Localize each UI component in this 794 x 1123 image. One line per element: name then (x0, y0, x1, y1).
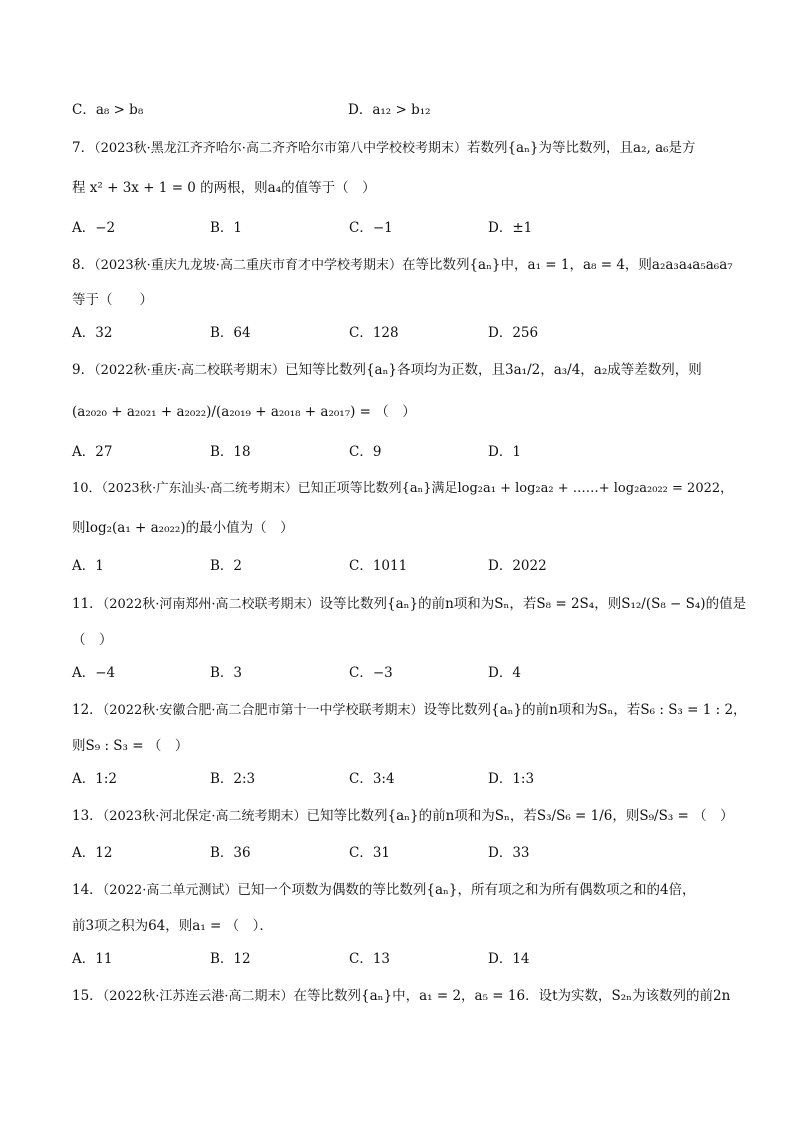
q7-option-a: A．−2 (72, 220, 116, 236)
q9-option-b: B．18 (210, 444, 251, 460)
q10-line2: 则log₂(a₁ + a₂₀₂₂)的最小值为（ ） (72, 520, 294, 536)
q7-options (72, 218, 732, 238)
q14-option-c: C．13 (349, 951, 391, 967)
q7-line1: 7．（2023秋·黑龙江齐齐哈尔·高二齐齐哈尔市第八中学校校考期末）若数列{aₙ}为等比数列，且a₂, a₆是方 (72, 140, 696, 156)
q11-option-c: C．−3 (349, 665, 393, 681)
q7-option-c: C．−1 (349, 220, 393, 236)
q8-line1: 8．（2023秋·重庆九龙坡·高二重庆市育才中学校考期末）在等比数列{aₙ}中，a₁ = 1，a₈ = 4，则a₂a₃a₄a₅a₆a₇ (72, 257, 733, 273)
q14-option-a: A．11 (72, 951, 113, 967)
option-c: C．a₈ > b₈ (72, 102, 144, 118)
prev-options (72, 100, 732, 120)
q11-line2: （ ） (72, 632, 113, 648)
q10-option-b: B．2 (210, 558, 243, 574)
q11-option-a: A．−4 (72, 665, 116, 681)
q13-option-b: B．36 (210, 845, 251, 861)
q11-line1: 11．（2022秋·河南郑州·高二校联考期末）设等比数列{aₙ}的前n项和为Sₙ，若S₈ = 2S₄，则S₁₂/(S₈ − S₄)的值是 (72, 596, 747, 612)
q9-line2: (a₂₀₂₀ + a₂₀₂₁ + a₂₀₂₂)/(a₂₀₁₉ + a₂₀₁₈ + a₂₀₁₇) = （ ） (72, 404, 416, 420)
q14-options (72, 949, 732, 969)
q12-option-d: D．1:3 (488, 771, 535, 787)
q8-line2: 等于（ ） (72, 292, 153, 308)
q11-option-d: D．4 (488, 665, 521, 681)
q10-option-a: A．1 (72, 558, 104, 574)
q13-options (72, 843, 732, 863)
q9-option-a: A．27 (72, 444, 113, 460)
q9-option-c: C．9 (349, 444, 382, 460)
q8-options (72, 323, 732, 343)
q12-line1: 12．（2022秋·安徽合肥·高二合肥市第十一中学校联考期末）设等比数列{aₙ}的前n项和为Sₙ，若S₆ : S₃ = 1 : 2， (72, 702, 747, 718)
q13-line1: 13．（2023秋·河北保定·高二统考期末）已知等比数列{aₙ}的前n项和为Sₙ，若S₃/S₆ = 1/6，则S₉/S₃ = （ ） (72, 808, 734, 824)
q11-option-b: B．3 (210, 665, 243, 681)
q7-option-b: B．1 (210, 220, 243, 236)
q11-options (72, 663, 732, 683)
q10-option-d: D．2022 (488, 558, 547, 574)
q8-option-b: B．64 (210, 325, 251, 341)
q8-option-d: D．256 (488, 325, 539, 341)
q14-option-b: B．12 (210, 951, 251, 967)
q10-line1: 10．（2023秋·广东汕头·高二统考期末）已知正项等比数列{aₙ}满足log₂a₁ + log₂a₂ + ……+ log₂a₂₀₂₂ = 2022， (72, 480, 734, 496)
q8-option-a: A．32 (72, 325, 113, 341)
q13-option-a: A．12 (72, 845, 113, 861)
q14-option-d: D．14 (488, 951, 530, 967)
q12-options (72, 769, 732, 789)
q9-options (72, 442, 732, 462)
q8-option-c: C．128 (349, 325, 399, 341)
option-d: D．a₁₂ > b₁₂ (348, 102, 431, 118)
q14-line2: 前3项之积为64，则a₁ = （ ）． (72, 918, 273, 934)
q13-option-c: C．31 (349, 845, 391, 861)
q9-line1: 9．（2022秋·重庆·高二校联考期末）已知等比数列{aₙ}各项均为正数，且3a₁/2，a₃/4，a₂成等差数列，则 (72, 362, 702, 378)
q13-option-d: D．33 (488, 845, 530, 861)
q12-line2: 则S₉ : S₃ = （ ） (72, 738, 189, 754)
q12-option-c: C．3:4 (349, 771, 395, 787)
q10-option-c: C．1011 (349, 558, 408, 574)
q14-line1: 14．（2022·高二单元测试）已知一个项数为偶数的等比数列{aₙ}，所有项之和为所有偶数项之和的4倍， (72, 882, 696, 898)
q12-option-a: A．1:2 (72, 771, 117, 787)
q9-option-d: D．1 (488, 444, 521, 460)
q7-option-d: D．±1 (488, 220, 533, 236)
q15-line1: 15．（2022秋·江苏连云港·高二期末）在等比数列{aₙ}中，a₁ = 2，a₅ = 16．设t为实数，S₂ₙ为该数列的前2n (72, 988, 731, 1004)
q10-options (72, 556, 732, 576)
q7-line2: 程 x² + 3x + 1 = 0 的两根，则a₄的值等于（ ） (72, 180, 376, 196)
q12-option-b: B．2:3 (210, 771, 256, 787)
